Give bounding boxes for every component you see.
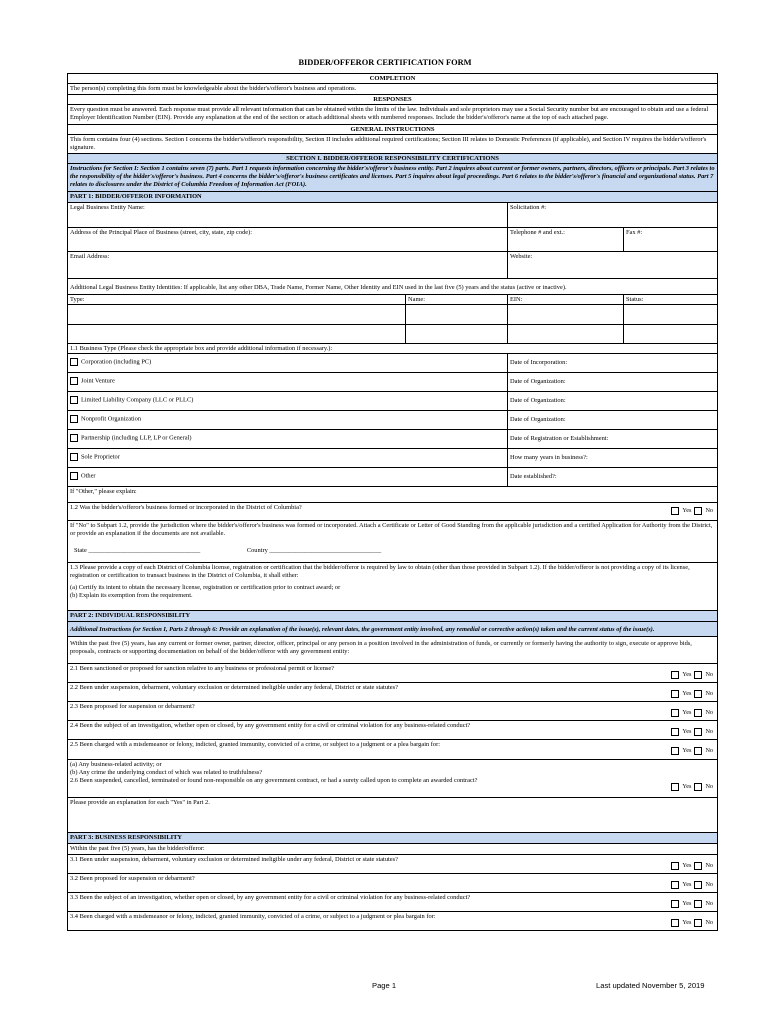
no-checkbox[interactable]: [694, 747, 702, 755]
section1-instructions: Instructions for Section I: Section 1 contains seven (7) parts. Part 1 requests information concerning the bidder's/offeror's business entity. Part 2 inquires about current or former owners, partners, directors, officers or principals. Part 3 relates to the responsibility of the bidder's/offeror's business. Part 4 concerns the bidder's/offeror's business certificates and licenses. Part 5 inquires about legal proceedings. Part 6 relates to the bidder's/offeror's financial and organizational status. Part 7 relates to disclosures under the District of Columbia Freedom of Information Act (FOIA).: [68, 164, 717, 192]
q12-note-row: [68, 521, 717, 563]
yes-checkbox[interactable]: [671, 747, 679, 755]
yes-no-group: [671, 862, 713, 870]
type-input[interactable]: [68, 305, 406, 324]
business-type-option: [68, 392, 508, 410]
business-type-row: [68, 449, 717, 468]
business-type-label: 1.1 Business Type (Please check the appropriate box and provide additional information if necessary.):: [68, 344, 717, 354]
yes-checkbox[interactable]: [671, 671, 679, 679]
col-ein: EIN:: [508, 295, 624, 304]
no-label: No: [705, 689, 713, 697]
business-type-detail-field[interactable]: Date of Organization:: [510, 396, 566, 404]
q13-row: [68, 563, 717, 611]
question-row: [68, 664, 717, 683]
question-text: 2.1 Been sanctioned or proposed for sanction relative to any business or professional permit or license?: [70, 665, 335, 673]
business-type-checkbox[interactable]: [70, 396, 78, 404]
identities-row: [68, 325, 717, 344]
business-type-label: Sole Proprietor: [81, 453, 120, 461]
q25-26-row: [68, 760, 717, 798]
yes-no-group: [671, 671, 713, 679]
email-row: [68, 252, 717, 279]
general-text: This form contains four (4) sections. Section I concerns the bidder's/offeror's responsibility, Section II includes additional required certifications; Section III relates to Domestic Preferences (if applicable), and Section IV requires the bidder's/offeror's signature.: [70, 135, 707, 151]
certification-form: [67, 73, 718, 931]
no-checkbox[interactable]: [694, 690, 702, 698]
website-field[interactable]: Website:: [510, 252, 533, 260]
yes-checkbox[interactable]: [671, 862, 679, 870]
business-type-detail-field[interactable]: How many years in business?:: [510, 453, 588, 461]
business-type-row: [68, 373, 717, 392]
yes-checkbox[interactable]: [671, 783, 679, 791]
no-label: No: [705, 727, 713, 735]
additional-identities-label: Additional Legal Business Entity Identities: If applicable, list any other DBA, Trade Name, Former Name, Other Identity and EIN used in the last five (5) years and the status (active or inactive).: [68, 279, 717, 295]
telephone-field[interactable]: Telephone # and ext.:: [508, 228, 624, 251]
business-type-detail-field[interactable]: Date of Organization:: [510, 377, 566, 385]
business-type-checkbox[interactable]: [70, 434, 78, 442]
business-type-detail-field[interactable]: Date of Incorporation:: [510, 358, 568, 366]
part2-intro: Within the past five (5) years, has any current or former owner, partner, director, officer, principal or any person in a position involved in the administration of funds, or currently or formerly having the authority to sign, execute or approve bids, proposals, contracts or supporting documentation on behalf of the bidder/offeror with any government entity:: [68, 637, 717, 664]
no-checkbox[interactable]: [694, 709, 702, 717]
yes-label: Yes: [682, 880, 692, 888]
question-row: [68, 721, 717, 740]
fax-field[interactable]: Fax #:: [626, 228, 643, 236]
business-type-detail-field[interactable]: Date of Registration or Establishment:: [510, 434, 609, 442]
question-text: 2.4 Been the subject of an investigation, whether open or closed, by any government entity for a civil or criminal violation for any business-related conduct?: [70, 722, 471, 730]
business-type-label: Corporation (including PC): [81, 358, 152, 366]
name-input[interactable]: [406, 325, 508, 343]
no-label: No: [705, 670, 713, 678]
yes-no-group: [671, 709, 713, 717]
question-row: [68, 683, 717, 702]
no-label: No: [705, 747, 713, 755]
yes-no-group: [671, 747, 713, 755]
yes-checkbox[interactable]: [671, 900, 679, 908]
yes-label: Yes: [682, 899, 692, 907]
business-type-list: [68, 354, 717, 487]
question-text: 3.4 Been charged with a misdemeanor or felony, indicted, granted immunity, convicted of a crime, or subject to a judgment or plea bargain for:: [70, 913, 436, 921]
name-input[interactable]: [406, 305, 508, 324]
yes-checkbox[interactable]: [671, 507, 679, 515]
yes-checkbox[interactable]: [671, 709, 679, 717]
business-type-checkbox[interactable]: [70, 472, 78, 480]
no-checkbox[interactable]: [694, 507, 702, 515]
part2-instructions: Additional Instructions for Section I, Parts 2 through 6: Provide an explanation of the issue(s), relevant dates, the government entity involved, any remedial or corrective action(s) taken and the current status of the issue(s).: [68, 622, 717, 637]
business-type-option: [68, 411, 508, 429]
no-label: No: [705, 506, 713, 514]
section1-header: SECTION I. BIDDER/OFFEROR RESPONSIBILITY CERTIFICATIONS: [68, 154, 717, 164]
general-section: [68, 125, 717, 154]
business-type-checkbox[interactable]: [70, 415, 78, 423]
no-label: No: [705, 861, 713, 869]
ein-input[interactable]: [508, 305, 624, 324]
business-type-label: Other: [81, 472, 96, 480]
business-type-row: [68, 392, 717, 411]
q25b-text: (b) Any crime the underlying conduct of which was related to truthfulness?: [70, 769, 263, 777]
yes-no-group: [671, 728, 713, 736]
yes-no-group: [671, 690, 713, 698]
completion-header: COMPLETION: [68, 74, 717, 84]
part3-intro: Within the past five (5) years, has the bidder/offeror:: [68, 844, 717, 855]
no-checkbox[interactable]: [694, 671, 702, 679]
business-type-detail-field[interactable]: Date of Organization:: [510, 415, 566, 423]
q25a-text: (a) Any business-related activity; or: [70, 761, 162, 769]
business-type-label: Partnership (including LLP, LP or General): [81, 434, 192, 442]
business-type-label: Nonprofit Organization: [81, 415, 142, 423]
yes-label: Yes: [682, 918, 692, 926]
business-type-option: [68, 373, 508, 391]
question-text: 2.5 Been charged with a misdemeanor or felony, indicted, granted immunity, convicted of a crime, or subject to a judgment or a plea bargain for:: [70, 741, 441, 749]
no-checkbox[interactable]: [694, 728, 702, 736]
business-type-row: [68, 354, 717, 373]
yes-label: Yes: [682, 506, 692, 514]
no-label: No: [705, 708, 713, 716]
question-row: [68, 874, 717, 893]
no-checkbox[interactable]: [694, 900, 702, 908]
identities-row: [68, 305, 717, 325]
yes-label: Yes: [682, 747, 692, 755]
business-type-option: [68, 468, 508, 486]
responses-header: RESPONSES: [68, 95, 717, 105]
status-input[interactable]: [624, 325, 717, 343]
question-row: [68, 912, 717, 931]
state-field[interactable]: State ___________________________________: [74, 547, 201, 555]
part1-header: PART 1: BIDDER/OFFEROR INFORMATION: [68, 192, 717, 203]
business-type-option: [68, 449, 508, 467]
part3-header: PART 3: BUSINESS RESPONSIBILITY: [68, 833, 717, 844]
solicitation-field[interactable]: Solicitation #:: [510, 203, 547, 211]
identities-header-row: [68, 295, 717, 305]
yes-checkbox[interactable]: [671, 690, 679, 698]
yes-no-group: [671, 507, 713, 515]
business-type-label: Limited Liability Company (LLC or PLLC): [81, 396, 194, 404]
responses-text: Every question must be answered. Each response must provide all relevant information that can be obtained within the limits of the law. Individuals and sole proprietors may use a Social Security number but are encouraged to obtain and use a federal Employer Identification Number (EIN). Provide any explanation at the end of the section or attach additional sheets with numbered responses. Include the bidder's/offeror's name at the top of each attached page.: [70, 106, 709, 122]
yes-label: Yes: [682, 783, 692, 791]
business-type-checkbox[interactable]: [70, 453, 78, 461]
q12-row: [68, 503, 717, 521]
yes-checkbox[interactable]: [671, 728, 679, 736]
yes-label: Yes: [682, 670, 692, 678]
yes-checkbox[interactable]: [671, 881, 679, 889]
yes-no-group: [671, 919, 713, 927]
general-header: GENERAL INSTRUCTIONS: [68, 125, 717, 135]
question-row: [68, 740, 717, 760]
ein-input[interactable]: [508, 325, 624, 343]
business-type-row: [68, 468, 717, 487]
address-row: [68, 228, 717, 252]
completion-text: The person(s) completing this form must be knowledgeable about the bidder's/offeror's business and operations.: [70, 85, 357, 92]
yes-no-group: [671, 881, 713, 889]
q13b-text: (b) Explain its exemption from the requirement.: [70, 592, 193, 600]
no-checkbox[interactable]: [694, 919, 702, 927]
status-input[interactable]: [624, 305, 717, 324]
part3-questions: [68, 855, 717, 931]
page-title: BIDDER/OFFEROR CERTIFICATION FORM: [298, 58, 472, 67]
other-explain-field[interactable]: If "Other," please explain:: [68, 487, 717, 503]
question-text: 3.3 Been the subject of an investigation, whether open or closed, by any government entity for a civil or criminal violation for any business-related conduct?: [70, 894, 471, 902]
no-label: No: [705, 918, 713, 926]
q26-text: 2.6 Been suspended, cancelled, terminated or found non-responsible on any government contract, or had a surety called upon to complete an awarded contract?: [70, 777, 478, 785]
part2-questions: [68, 664, 717, 760]
yes-label: Yes: [682, 689, 692, 697]
part2-explain-field[interactable]: Please provide an explanation for each "Yes" in Part 2.: [68, 798, 717, 833]
question-row: [68, 893, 717, 912]
no-checkbox[interactable]: [694, 783, 702, 791]
legal-name-field[interactable]: Legal Business Entity Name:: [68, 203, 508, 227]
no-label: No: [705, 880, 713, 888]
question-text: 3.1 Been under suspension, debarment, voluntary exclusion or determined ineligible under any federal, District or state statutes?: [70, 856, 398, 864]
email-field[interactable]: Email Address:: [68, 252, 508, 278]
q13-text: 1.3 Please provide a copy of each District of Columbia license, registration or certification that the bidder/offeror is required by law to obtain (other than those provided in Subpart 1.2). If the bidder/offeror is not providing a copy of its license, registration or certification to transact business in the District of Columbia, it shall either:: [70, 563, 690, 580]
state-country-line: [70, 547, 715, 555]
legal-name-row: [68, 203, 717, 228]
q13a-text: (a) Certify its intent to obtain the necessary license, registration or certification prior to contract award; or: [70, 584, 341, 592]
no-checkbox[interactable]: [694, 862, 702, 870]
no-checkbox[interactable]: [694, 881, 702, 889]
question-row: [68, 855, 717, 874]
business-type-detail-field[interactable]: Date established?:: [510, 472, 557, 480]
q12-text: 1.2 Was the bidder's/offeror's business formed or incorporated in the District of Columbia?: [70, 503, 302, 511]
business-type-label: Joint Venture: [81, 377, 115, 385]
col-name: Name:: [406, 295, 508, 304]
yes-label: Yes: [682, 708, 692, 716]
business-type-checkbox[interactable]: [70, 358, 78, 366]
country-field[interactable]: Country ___________________________________: [246, 547, 382, 555]
last-updated: Last updated November 5, 2019: [596, 981, 705, 990]
business-type-checkbox[interactable]: [70, 377, 78, 385]
completion-section: [68, 74, 717, 95]
business-type-option: [68, 430, 508, 448]
address-field[interactable]: Address of the Principal Place of Business (street, city, state, zip code):: [68, 228, 508, 251]
part2-header: PART 2: INDIVIDUAL RESPONSIBILITY: [68, 611, 717, 622]
col-status: Status:: [626, 295, 644, 303]
col-type: Type:: [68, 295, 406, 304]
yes-no-group: [671, 783, 713, 791]
q12-note: If "No" to Subpart 1.2, provide the jurisdiction where the bidder's/offeror's business was formed or incorporated. Attach a Certificate or Letter of Good Standing from the applicable jurisdiction and a certified Application for Authority from the District, or provide an explanation if the documents are not available.: [70, 521, 713, 538]
page-number: Page 1: [372, 981, 397, 990]
no-label: No: [705, 783, 713, 791]
business-type-option: [68, 354, 508, 372]
type-input[interactable]: [68, 325, 406, 343]
business-type-row: [68, 430, 717, 449]
question-text: 3.2 Been proposed for suspension or debarment?: [70, 875, 195, 883]
no-label: No: [705, 899, 713, 907]
question-text: 2.2 Been under suspension, debarment, voluntary exclusion or determined ineligible under any federal, District or state statutes?: [70, 684, 398, 692]
yes-checkbox[interactable]: [671, 919, 679, 927]
business-type-row: [68, 411, 717, 430]
question-text: 2.3 Been proposed for suspension or debarment?: [70, 703, 195, 711]
responses-section: [68, 95, 717, 124]
question-row: [68, 702, 717, 721]
yes-label: Yes: [682, 727, 692, 735]
yes-no-group: [671, 900, 713, 908]
yes-label: Yes: [682, 861, 692, 869]
